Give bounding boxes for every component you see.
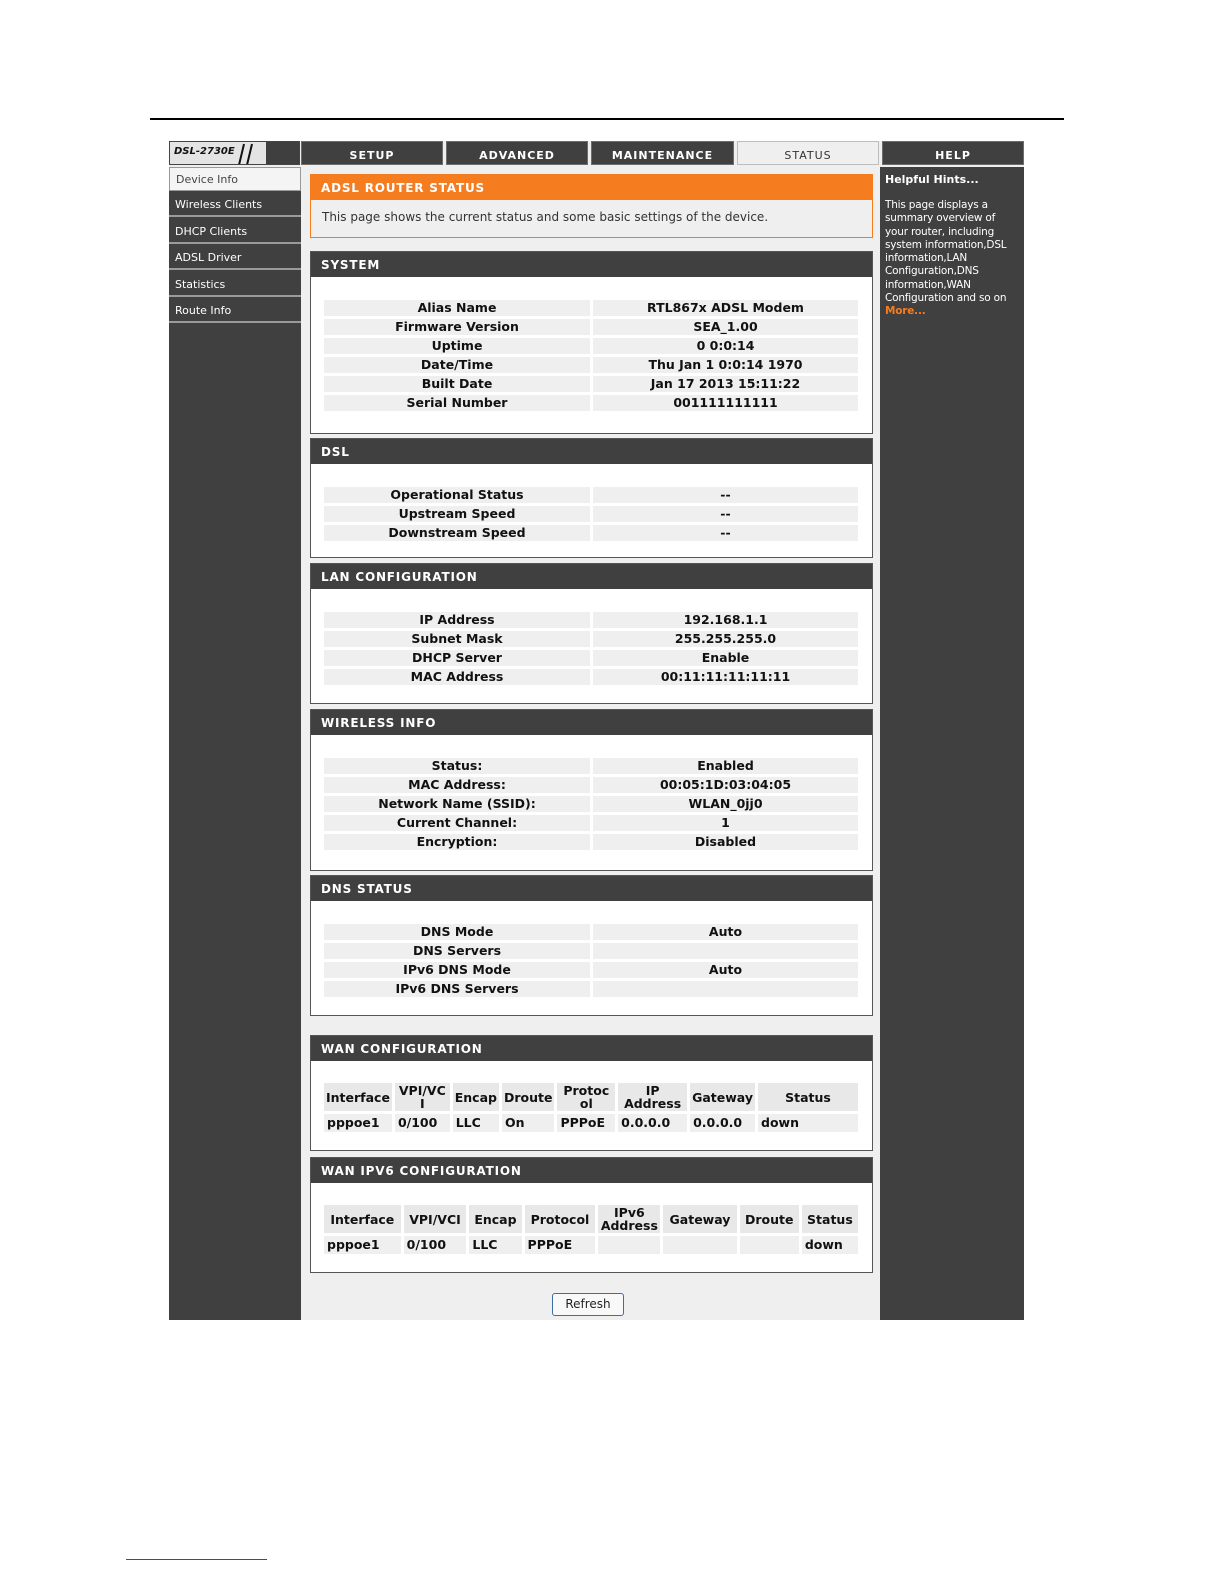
table-row	[324, 758, 858, 774]
field-label: Alias Name	[324, 300, 590, 316]
sidebar	[169, 167, 301, 1320]
dsl-section	[310, 438, 873, 558]
table-header-row	[324, 1083, 858, 1111]
field-label: Subnet Mask	[324, 631, 590, 647]
brand-logo	[169, 141, 300, 165]
dsl-table	[321, 484, 861, 544]
wireless-table	[321, 755, 861, 853]
system-table	[321, 297, 861, 414]
sidebar-item-wireless-clients[interactable]: Wireless Clients	[169, 193, 301, 217]
field-label: Serial Number	[324, 395, 590, 411]
column-header: Interface	[324, 1083, 392, 1111]
field-label: IPv6 DNS Mode	[324, 962, 590, 978]
model-name: DSL-2730E	[174, 146, 235, 157]
field-value: RTL867x ADSL Modem	[593, 300, 858, 316]
field-label: IP Address	[324, 612, 590, 628]
tab-setup[interactable]: SETUP	[301, 141, 443, 165]
table-cell: LLC	[453, 1114, 499, 1132]
field-label: Status:	[324, 758, 590, 774]
column-header: Protocol	[525, 1205, 596, 1233]
table-cell: 0/100	[404, 1236, 467, 1254]
sidebar-item-dhcp-clients[interactable]: DHCP Clients	[169, 220, 301, 244]
logo-dark-band	[266, 142, 299, 165]
field-label: Encryption:	[324, 834, 590, 850]
help-body: This page displays a summary overview of your router, including system information,DSL information,LAN Configuration,DNS information,WAN Configuration and so on	[885, 199, 1007, 305]
tab-status[interactable]: STATUS	[737, 141, 879, 165]
field-label: Upstream Speed	[324, 506, 590, 522]
field-value: --	[593, 506, 858, 522]
table-row	[324, 376, 858, 392]
sidebar-item-statistics[interactable]: Statistics	[169, 273, 301, 297]
field-value: Jan 17 2013 15:11:22	[593, 376, 858, 392]
router-ui	[169, 141, 1024, 1320]
table-cell: down	[758, 1114, 858, 1132]
field-value	[593, 981, 858, 997]
dns-section	[310, 875, 873, 1016]
field-value: SEA_1.00	[593, 319, 858, 335]
field-value: Auto	[593, 962, 858, 978]
logo-slashes-icon	[234, 142, 264, 165]
table-row	[324, 357, 858, 373]
lan-title: LAN CONFIGURATION	[311, 564, 872, 589]
field-value	[593, 943, 858, 959]
table-row	[324, 1236, 858, 1254]
help-panel	[880, 167, 1024, 1320]
field-value: Enable	[593, 650, 858, 666]
column-header: Droute	[502, 1083, 554, 1111]
field-value: 255.255.255.0	[593, 631, 858, 647]
column-header: Protoc ol	[557, 1083, 615, 1111]
column-header: Status	[758, 1083, 858, 1111]
table-cell: PPPoE	[525, 1236, 596, 1254]
table-row	[324, 631, 858, 647]
wan-ipv6-title: WAN IPV6 CONFIGURATION	[311, 1158, 872, 1183]
table-row	[324, 300, 858, 316]
table-row	[324, 319, 858, 335]
field-value: 001111111111	[593, 395, 858, 411]
table-row	[324, 338, 858, 354]
dns-title: DNS STATUS	[311, 876, 872, 901]
table-cell: pppoe1	[324, 1114, 392, 1132]
router-status-text: This page shows the current status and some basic settings of the device.	[322, 210, 769, 224]
table-row	[324, 777, 858, 793]
field-value: WLAN_0jj0	[593, 796, 858, 812]
table-row	[324, 669, 858, 685]
router-status-title: ADSL ROUTER STATUS	[311, 175, 872, 200]
refresh-button[interactable]: Refresh	[552, 1293, 624, 1316]
lan-section	[310, 563, 873, 704]
field-label: IPv6 DNS Servers	[324, 981, 590, 997]
column-header: VPI/VCI	[404, 1205, 467, 1233]
field-label: MAC Address:	[324, 777, 590, 793]
field-value: Enabled	[593, 758, 858, 774]
table-cell: On	[502, 1114, 554, 1132]
table-cell	[740, 1236, 799, 1254]
wan-section	[310, 1035, 873, 1151]
table-cell: LLC	[469, 1236, 521, 1254]
table-cell	[598, 1236, 660, 1254]
field-label: Uptime	[324, 338, 590, 354]
table-row	[324, 834, 858, 850]
table-row	[324, 962, 858, 978]
field-label: Built Date	[324, 376, 590, 392]
wireless-title: WIRELESS INFO	[311, 710, 872, 735]
sidebar-item-device-info[interactable]: Device Info	[169, 167, 301, 191]
table-cell	[663, 1236, 736, 1254]
column-header: Interface	[324, 1205, 401, 1233]
field-label: DNS Mode	[324, 924, 590, 940]
field-value: Disabled	[593, 834, 858, 850]
table-row	[324, 612, 858, 628]
field-label: Network Name (SSID):	[324, 796, 590, 812]
table-header-row	[324, 1205, 858, 1233]
field-value: 1	[593, 815, 858, 831]
table-cell: 0.0.0.0	[618, 1114, 687, 1132]
field-value: 0 0:0:14	[593, 338, 858, 354]
tab-help[interactable]: HELP	[882, 141, 1024, 165]
column-header: VPI/VC I	[395, 1083, 450, 1111]
field-value: 192.168.1.1	[593, 612, 858, 628]
table-row	[324, 506, 858, 522]
table-cell: 0/100	[395, 1114, 450, 1132]
column-header: Gateway	[663, 1205, 736, 1233]
table-row	[324, 815, 858, 831]
wan-table	[321, 1080, 861, 1135]
column-header: Status	[802, 1205, 858, 1233]
field-label: Date/Time	[324, 357, 590, 373]
dns-table	[321, 921, 861, 1000]
help-title: Helpful Hints...	[885, 173, 979, 186]
field-label: Operational Status	[324, 487, 590, 503]
field-label: MAC Address	[324, 669, 590, 685]
wan-title: WAN CONFIGURATION	[311, 1036, 872, 1061]
system-title: SYSTEM	[311, 252, 872, 277]
router-status-panel	[310, 174, 873, 238]
column-header: Encap	[469, 1205, 521, 1233]
field-label: Downstream Speed	[324, 525, 590, 541]
column-header: Droute	[740, 1205, 799, 1233]
table-row	[324, 924, 858, 940]
table-cell: 0.0.0.0	[690, 1114, 755, 1132]
column-header: IP Address	[618, 1083, 687, 1111]
tab-maintenance[interactable]: MAINTENANCE	[591, 141, 734, 165]
page-top-rule	[150, 118, 1064, 120]
column-header: Gateway	[690, 1083, 755, 1111]
field-label: DNS Servers	[324, 943, 590, 959]
wan-ipv6-section	[310, 1157, 873, 1273]
field-value: --	[593, 487, 858, 503]
field-value: Thu Jan 1 0:0:14 1970	[593, 357, 858, 373]
dsl-title: DSL	[311, 439, 872, 464]
table-row	[324, 487, 858, 503]
column-header: Encap	[453, 1083, 499, 1111]
table-cell: pppoe1	[324, 1236, 401, 1254]
table-row	[324, 1114, 858, 1132]
table-cell: PPPoE	[557, 1114, 615, 1132]
table-row	[324, 796, 858, 812]
field-value: --	[593, 525, 858, 541]
table-row	[324, 395, 858, 411]
table-row	[324, 650, 858, 666]
wan-ipv6-table	[321, 1202, 861, 1257]
table-row	[324, 981, 858, 997]
field-label: Current Channel:	[324, 815, 590, 831]
footer-link-rule	[126, 1559, 267, 1560]
field-label: Firmware Version	[324, 319, 590, 335]
help-text	[885, 199, 1021, 319]
wireless-section	[310, 709, 873, 871]
field-label: DHCP Server	[324, 650, 590, 666]
table-row	[324, 525, 858, 541]
system-section	[310, 251, 873, 434]
field-value: 00:11:11:11:11:11	[593, 669, 858, 685]
help-more-link[interactable]: More...	[885, 305, 926, 318]
lan-table	[321, 609, 861, 688]
field-value: Auto	[593, 924, 858, 940]
sidebar-item-adsl-driver[interactable]: ADSL Driver	[169, 246, 301, 270]
tab-advanced[interactable]: ADVANCED	[446, 141, 588, 165]
table-cell: down	[802, 1236, 858, 1254]
sidebar-item-route-info[interactable]: Route Info	[169, 299, 301, 323]
table-row	[324, 943, 858, 959]
field-value: 00:05:1D:03:04:05	[593, 777, 858, 793]
column-header: IPv6 Address	[598, 1205, 660, 1233]
